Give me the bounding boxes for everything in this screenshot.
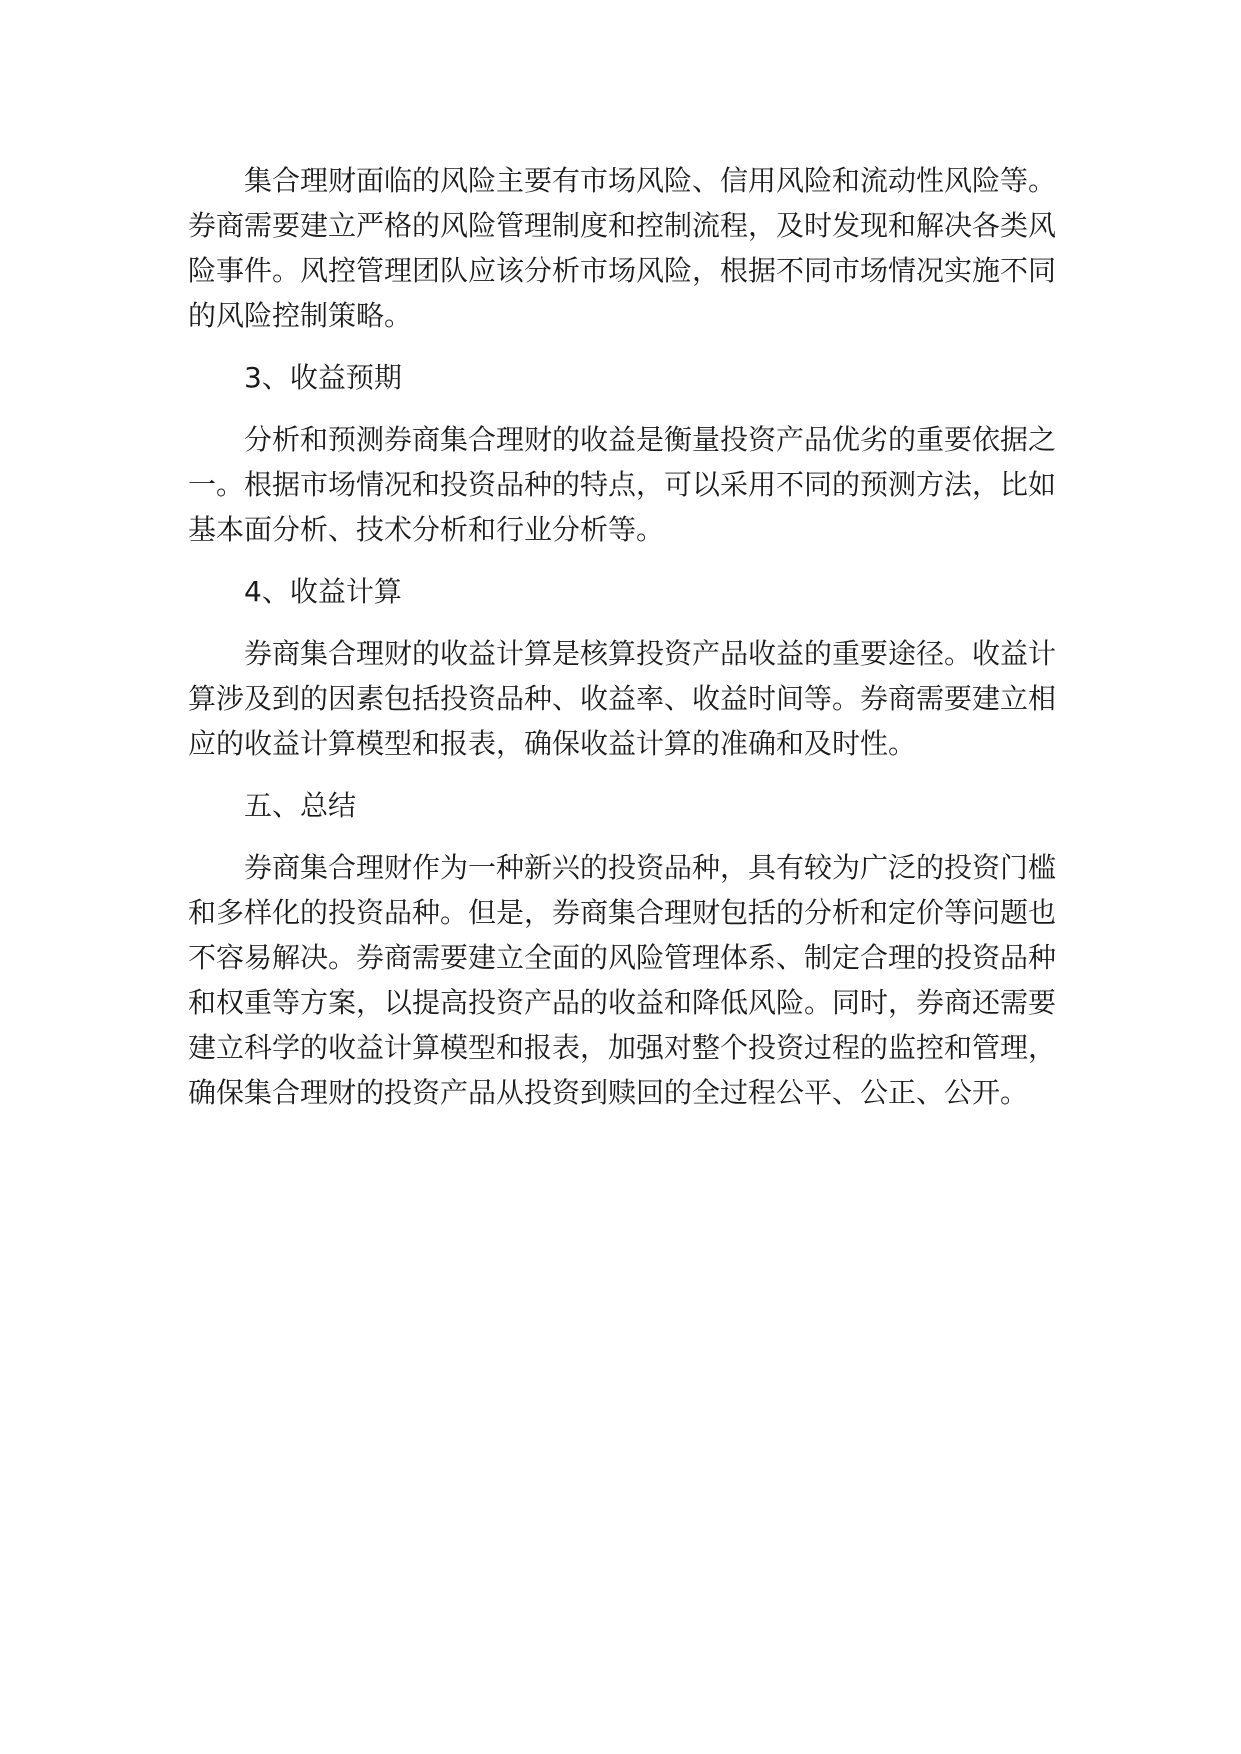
section-heading-return-calculation: 4、收益计算 bbox=[244, 575, 402, 608]
paragraph-line: 券商需要建立严格的风险管理制度和控制流程，及时发现和解决各类风 bbox=[188, 209, 1057, 242]
paragraph-line: 不容易解决。券商需要建立全面的风险管理体系、制定合理的投资品种 bbox=[188, 941, 1057, 974]
paragraph-summary bbox=[188, 845, 1057, 1115]
paragraph-line: 建立科学的收益计算模型和报表，加强对整个投资过程的监控和管理， bbox=[188, 1031, 1057, 1064]
paragraph-line: 券商集合理财作为一种新兴的投资品种，具有较为广泛的投资门槛 bbox=[244, 851, 1057, 884]
paragraph-line: 和权重等方案，以提高投资产品的收益和降低风险。同时，券商还需要 bbox=[188, 986, 1057, 1019]
paragraph-return-calculation bbox=[188, 631, 1057, 766]
paragraph-line: 应的收益计算模型和报表，确保收益计算的准确和及时性。 bbox=[188, 727, 917, 760]
paragraph-line: 一。根据市场情况和投资品种的特点，可以采用不同的预测方法，比如 bbox=[188, 468, 1057, 501]
paragraph-line: 确保集合理财的投资产品从投资到赎回的全过程公平、公正、公开。 bbox=[188, 1076, 1029, 1109]
paragraph-line: 基本面分析、技术分析和行业分析等。 bbox=[188, 513, 665, 546]
paragraph-line: 算涉及到的因素包括投资品种、收益率、收益时间等。券商需要建立相 bbox=[188, 682, 1057, 715]
section-heading-summary: 五、总结 bbox=[244, 789, 357, 822]
section-heading-return-expectation: 3、收益预期 bbox=[244, 361, 402, 394]
paragraph-line: 集合理财面临的风险主要有市场风险、信用风险和流动性风险等。 bbox=[244, 164, 1057, 197]
paragraph-line: 险事件。风控管理团队应该分析市场风险，根据不同市场情况实施不同 bbox=[188, 254, 1057, 287]
paragraph-return-forecast bbox=[188, 417, 1057, 552]
document-page bbox=[188, 158, 1057, 1132]
paragraph-line: 分析和预测券商集合理财的收益是衡量投资产品优劣的重要依据之 bbox=[244, 423, 1057, 456]
paragraph-line: 的风险控制策略。 bbox=[188, 299, 413, 332]
paragraph-line: 券商集合理财的收益计算是核算投资产品收益的重要途径。收益计 bbox=[244, 637, 1057, 670]
paragraph-risk-management bbox=[188, 158, 1057, 338]
paragraph-line: 和多样化的投资品种。但是，券商集合理财包括的分析和定价等问题也 bbox=[188, 896, 1057, 929]
